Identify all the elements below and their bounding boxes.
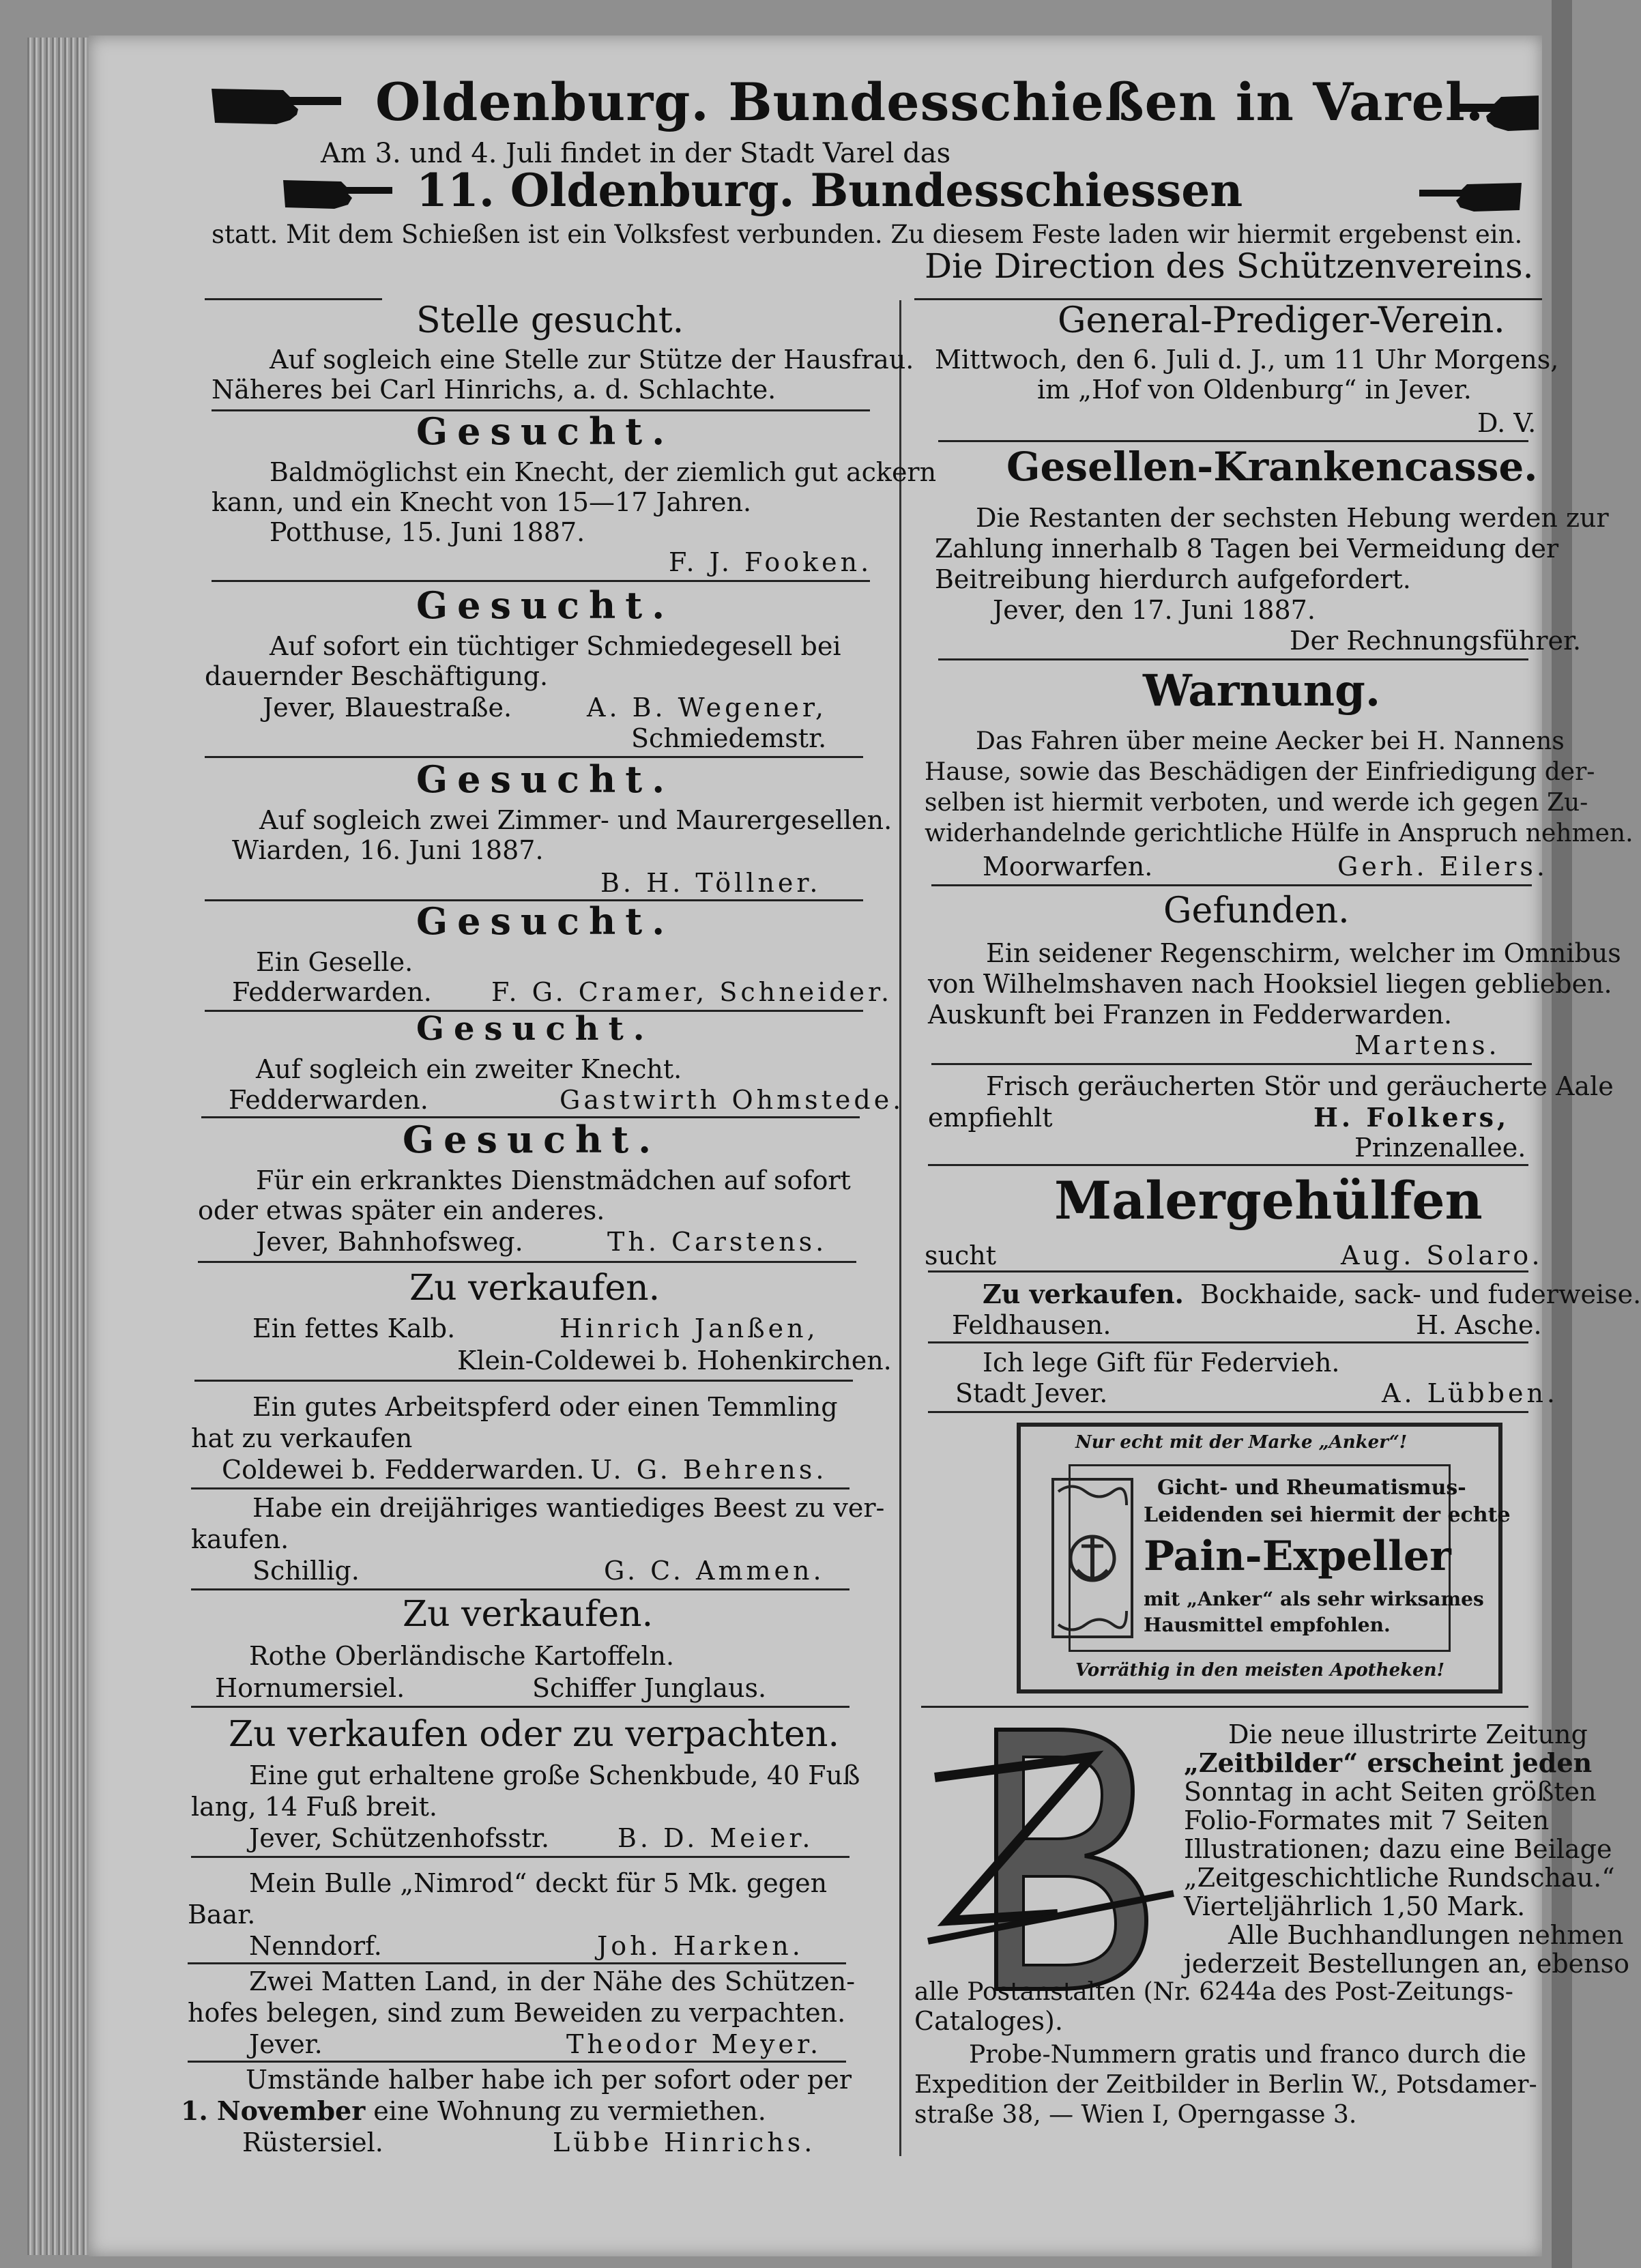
- ad-text: Näheres bei Carl Hinrichs, a. d. Schlachte.: [212, 375, 776, 405]
- divider: [212, 580, 870, 582]
- ad-signature: F. G. Cramer, Schneider.: [491, 977, 893, 1007]
- ad-signature: U. G. Behrens.: [590, 1455, 828, 1485]
- zeitbilder-monogram-icon: [921, 1716, 1180, 2003]
- ad-text: Ich lege Gift für Federvieh.: [983, 1348, 1340, 1378]
- ad-text: Umstände halber habe ich per sofort oder per: [246, 2065, 852, 2095]
- ad-text: Ein Geselle.: [256, 947, 413, 977]
- ad-place: Schillig.: [252, 1556, 360, 1586]
- ad-signature: Prinzenallee.: [1354, 1133, 1526, 1163]
- ad-title: Gesucht.: [416, 409, 675, 453]
- ad-signature: Klein-Coldewei b. Hohenkirchen.: [457, 1346, 892, 1376]
- book-page-edges: [27, 38, 92, 2255]
- ad-text: Bockhaide, sack- und fuderweise.: [1200, 1279, 1641, 1309]
- ad-text: oder etwas später ein anderes.: [198, 1195, 605, 1225]
- ad-signature: H. Folkers,: [1313, 1102, 1510, 1133]
- ad-signature: Aug. Solaro.: [1341, 1240, 1543, 1270]
- ad-place: Feldhausen.: [952, 1310, 1112, 1340]
- ad-text: Auf sogleich eine Stelle zur Stütze der Hausfrau.: [270, 345, 914, 375]
- ad-text: Habe ein dreijähriges wantiediges Beest zu ver-: [252, 1493, 885, 1523]
- ad-text: kann, und ein Knecht von 15—17 Jahren.: [212, 487, 752, 517]
- divider: [191, 1706, 849, 1708]
- divider: [205, 298, 382, 300]
- ad-place: Rüstersiel.: [242, 2127, 383, 2157]
- ad-signature: B. H. Töllner.: [600, 868, 822, 898]
- ad-text: Mein Bulle „Nimrod“ deckt für 5 Mk. gegen: [249, 1868, 828, 1898]
- ad-place: Jever, Bahnhofsweg.: [256, 1227, 523, 1257]
- ad-text: Eine gut erhaltene große Schenkbude, 40 Fuß: [249, 1760, 860, 1790]
- ad-signature: A. Lübben.: [1382, 1378, 1558, 1408]
- divider: [928, 1270, 1528, 1273]
- ad-text: Probe-Nummern gratis und franco durch die: [969, 2041, 1526, 2069]
- ad-signature: Schiffer Junglaus.: [532, 1673, 767, 1703]
- ad-place: Nenndorf.: [249, 1931, 382, 1961]
- divider: [928, 1411, 1528, 1413]
- divider: [928, 1341, 1528, 1343]
- ad-signature: Theodor Meyer.: [566, 2029, 822, 2059]
- ad-text: Gicht- und Rheumatismus-: [1157, 1476, 1466, 1500]
- ad-text: „Zeitgeschichtliche Rundschau.“: [1184, 1863, 1615, 1893]
- ad-text: Expedition der Zeitbilder in Berlin W., Potsdamer-: [914, 2071, 1537, 2099]
- ad-text: Vorräthig in den meisten Apotheken!: [1075, 1660, 1444, 1681]
- ad-text: widerhandelnde gerichtliche Hülfe in Anspruch nehmen.: [925, 819, 1633, 847]
- ad-signature: G. C. Ammen.: [604, 1556, 825, 1586]
- ad-title: Zu verkaufen.: [409, 1268, 660, 1309]
- ad-title: Zu verkaufen.: [403, 1594, 654, 1635]
- ad-signature: Joh. Harken.: [597, 1931, 804, 1961]
- ad-signature: Th. Carstens.: [607, 1227, 828, 1257]
- ad-text: alle Postanstalten (Nr. 6244a des Post-Zeitungs-: [914, 1978, 1513, 2006]
- ad-text: dauernder Beschäftigung.: [205, 661, 549, 691]
- ad-title: Gesucht.: [416, 583, 675, 627]
- ad-text: Ein gutes Arbeitspferd oder einen Temmling: [252, 1392, 838, 1422]
- ad-text: Sonntag in acht Seiten größten: [1184, 1777, 1597, 1807]
- ad-title: Gesucht.: [416, 899, 675, 943]
- ad-text: lang, 14 Fuß breit.: [191, 1792, 437, 1822]
- header-title: Oldenburg. Bundesschießen in Varel.: [375, 72, 1485, 132]
- ad-text: eine Wohnung zu vermiethen.: [365, 2096, 766, 2126]
- ad-signature: Gastwirth Ohmstede.: [560, 1085, 905, 1115]
- ad-title: Gesellen-Krankencasse.: [1006, 444, 1538, 490]
- ad-place: Stadt Jever.: [955, 1378, 1108, 1408]
- ad-text: Ein seidener Regenschirm, welcher im Omnibus: [986, 938, 1621, 968]
- divider: [191, 1588, 849, 1590]
- ad-text: jederzeit Bestellungen an, ebenso: [1184, 1949, 1629, 1979]
- ad-place: Jever.: [249, 2029, 323, 2059]
- ad-place: Hornumersiel.: [215, 1673, 405, 1703]
- ad-text: Rothe Oberländische Kartoffeln.: [249, 1641, 675, 1671]
- ad-place: Fedderwarden.: [232, 977, 432, 1007]
- ad-text: hat zu verkaufen: [191, 1423, 413, 1453]
- ad-text: Nur echt mit der Marke „Anker“!: [1075, 1432, 1408, 1453]
- header-line1: Am 3. und 4. Juli findet in der Stadt Varel das: [321, 138, 951, 169]
- ad-text: von Wilhelmshaven nach Hooksiel liegen geblieben.: [928, 969, 1612, 999]
- ad-text: empfiehlt: [928, 1103, 1053, 1133]
- ad-text: Zwei Matten Land, in der Nähe des Schützen-: [249, 1966, 856, 1996]
- divider: [938, 658, 1528, 660]
- ad-title: Gefunden.: [1163, 890, 1350, 931]
- ad-text: Illustrationen; dazu eine Beilage: [1184, 1834, 1612, 1864]
- ad-place: Jever, Blauestraße.: [263, 693, 512, 723]
- ad-signature: F. J. Fooken.: [669, 547, 873, 577]
- ad-text: Auf sofort ein tüchtiger Schmiedegesell bei: [270, 631, 841, 661]
- divider: [191, 1856, 849, 1858]
- ad-title: Gesucht.: [416, 1010, 654, 1048]
- ad-signature: Schmiedemstr.: [631, 723, 827, 753]
- divider: [931, 884, 1532, 886]
- pointing-hand-left-icon: [1416, 179, 1525, 216]
- ad-brand: Pain-Expeller: [1144, 1532, 1451, 1580]
- ad-text: Mittwoch, den 6. Juli d. J., um 11 Uhr Morgens,: [935, 345, 1559, 375]
- header-line2: statt. Mit dem Schießen ist ein Volksfest verbunden. Zu diesem Feste laden wir hiermit ergebenst ein.: [212, 220, 1523, 249]
- ad-place: Jever, Schützenhofsstr.: [249, 1823, 550, 1853]
- ad-text: Ein fettes Kalb.: [252, 1313, 456, 1343]
- ad-text: straße 38, — Wien I, Operngasse 3.: [914, 2101, 1357, 2129]
- ad-title: General-Prediger-Verein.: [1058, 300, 1505, 341]
- ad-place: Coldewei b. Fedderwarden.: [222, 1455, 585, 1485]
- header-signature: Die Direction des Schützenvereins.: [925, 246, 1534, 286]
- ad-title: Gesucht.: [416, 757, 675, 801]
- pointing-hand-right-icon: [208, 82, 345, 130]
- ad-text: kaufen.: [191, 1524, 289, 1554]
- ad-signature: Martens.: [1354, 1030, 1500, 1060]
- ad-text: Das Fahren über meine Aecker bei H. Nannens: [976, 727, 1565, 755]
- anchor-icon: [1051, 1478, 1133, 1638]
- ad-text: Potthuse, 15. Juni 1887.: [270, 517, 585, 547]
- ad-signature: Gerh. Eilers.: [1337, 852, 1548, 882]
- pointing-hand-right-icon: [280, 176, 396, 214]
- ad-text: Für ein erkranktes Dienstmädchen auf sofort: [256, 1165, 851, 1195]
- ad-text: Baldmöglichst ein Knecht, der ziemlich gut ackern: [270, 457, 937, 487]
- ad-text-bold: Zu verkaufen.: [983, 1279, 1184, 1309]
- divider: [921, 1706, 1528, 1708]
- ad-title: Stelle gesucht.: [416, 300, 684, 341]
- ad-text: Hause, sowie das Beschädigen der Einfriedigung der-: [925, 758, 1595, 786]
- ad-title: Gesucht.: [403, 1118, 661, 1161]
- divider: [194, 1380, 853, 1382]
- divider: [188, 2061, 846, 2063]
- ad-text: Leidenden sei hiermit der echte: [1144, 1503, 1511, 1527]
- ad-signature: Hinrich Janßen,: [560, 1313, 819, 1343]
- ad-text: Die neue illustrirte Zeitung: [1228, 1719, 1588, 1749]
- ad-text: Beitreibung hierdurch aufgefordert.: [935, 564, 1411, 594]
- column-rule: [899, 300, 901, 2156]
- ad-text: Alle Buchhandlungen nehmen: [1228, 1920, 1624, 1950]
- ad-text: hofes belegen, sind zum Beweiden zu verpachten.: [188, 1998, 846, 2028]
- pain-expeller-ad: [1017, 1423, 1511, 1693]
- ad-text: Hausmittel empfohlen.: [1144, 1614, 1391, 1636]
- ad-text: Cataloges).: [914, 2006, 1063, 2036]
- ad-text: „Zeitbilder“ erscheint jeden: [1184, 1747, 1593, 1778]
- ad-signature: B. D. Meier.: [618, 1823, 814, 1853]
- ad-text: Auf sogleich ein zweiter Knecht.: [256, 1054, 682, 1084]
- ad-text: Baar.: [188, 1900, 256, 1930]
- divider: [188, 1962, 846, 1964]
- ad-text-bold: 1. November: [181, 2095, 366, 2126]
- ad-signature: H. Asche.: [1416, 1310, 1542, 1340]
- ad-text: Vierteljährlich 1,50 Mark.: [1184, 1891, 1526, 1921]
- ad-text: im „Hof von Oldenburg“ in Jever.: [1037, 375, 1472, 405]
- ad-text: mit „Anker“ als sehr wirksames: [1144, 1588, 1484, 1610]
- ad-signature: Lübbe Hinrichs.: [553, 2127, 816, 2157]
- divider: [938, 440, 1528, 442]
- ad-text: Auf sogleich zwei Zimmer- und Maurergesellen.: [259, 805, 892, 835]
- divider: [928, 1164, 1528, 1166]
- ad-title: Zu verkaufen oder zu verpachten.: [229, 1714, 839, 1755]
- ad-place: Moorwarfen.: [983, 852, 1153, 882]
- ad-signature: D. V.: [1477, 408, 1537, 438]
- ad-text: Die Restanten der sechsten Hebung werden zur: [976, 503, 1609, 533]
- divider: [191, 1487, 849, 1489]
- ad-text: Zahlung innerhalb 8 Tagen bei Vermeidung der: [935, 534, 1559, 564]
- divider: [198, 1261, 856, 1263]
- ad-text: Wiarden, 16. Juni 1887.: [232, 835, 544, 865]
- divider: [931, 1063, 1532, 1065]
- ad-signature: Der Rechnungsführer.: [1290, 626, 1582, 656]
- ad-text: sucht: [925, 1240, 997, 1270]
- header-event: 11. Oldenburg. Bundesschiessen: [416, 164, 1243, 217]
- ad-signature: A. B. Wegener,: [587, 693, 827, 723]
- ad-text: selben ist hiermit verboten, und werde ich gegen Zu-: [925, 789, 1588, 817]
- ad-text: Auskunft bei Franzen in Fedderwarden.: [928, 1000, 1453, 1030]
- ad-place: Fedderwarden.: [229, 1085, 429, 1115]
- ad-title: Warnung.: [1143, 665, 1381, 716]
- ad-text: Folio-Formates mit 7 Seiten: [1184, 1805, 1550, 1835]
- ad-text: Jever, den 17. Juni 1887.: [993, 595, 1316, 625]
- ad-text: Frisch geräucherten Stör und geräucherte Aale: [986, 1071, 1614, 1101]
- ad-title: Malergehülfen: [1054, 1170, 1483, 1231]
